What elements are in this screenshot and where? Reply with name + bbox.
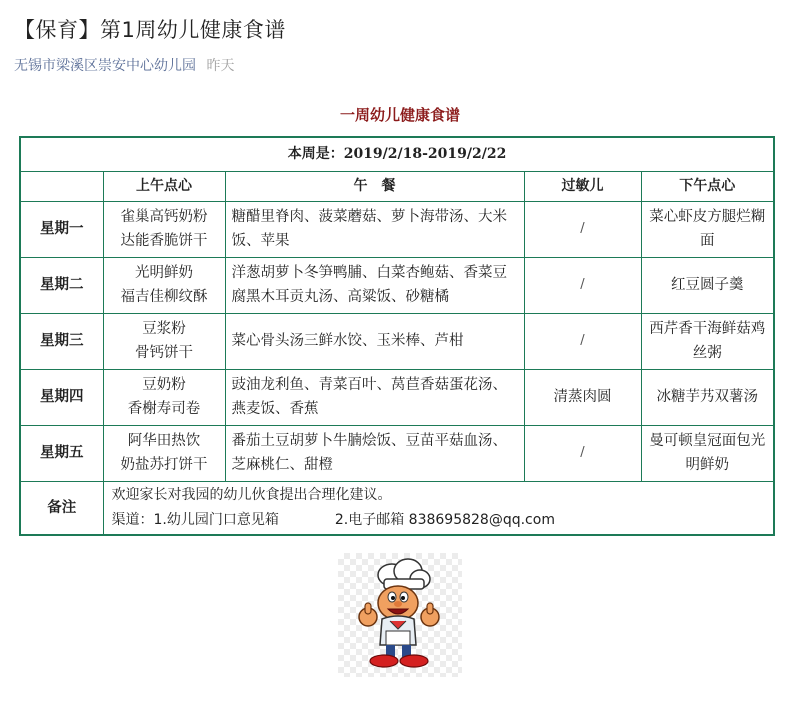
day-label: 星期一	[20, 201, 103, 257]
allergy-cell: /	[524, 313, 641, 369]
notes-line: 欢迎家长对我园的幼儿伙食提出合理化建议。	[111, 486, 392, 503]
chef-mascot-drawing	[338, 553, 462, 677]
table-row	[20, 369, 774, 425]
lunch-cell: 豉油龙利鱼、青菜百叶、莴苣香菇蛋花汤、燕麦饭、香蕉	[225, 369, 524, 425]
morning-snack-item: 豆奶粉	[142, 377, 186, 393]
header-allergy: 过敏儿	[524, 171, 641, 201]
morning-snack-item: 骨钙饼干	[135, 345, 193, 361]
lunch-cell: 番茄土豆胡萝卜牛腩烩饭、豆苗平菇血汤、芝麻桃仁、甜橙	[225, 425, 524, 481]
header-morning-snack: 上午点心	[103, 171, 225, 201]
table-row	[20, 257, 774, 313]
header-corner	[20, 171, 103, 201]
allergy-cell: /	[524, 201, 641, 257]
weekly-menu-table	[19, 136, 775, 536]
lunch-cell: 洋葱胡萝卜冬笋鸭脯、白菜杏鲍菇、香菜豆腐黑木耳贡丸汤、高粱饭、砂糖橘	[225, 257, 524, 313]
afternoon-snack-cell: 红豆圆子羹	[641, 257, 774, 313]
notes-cell	[103, 481, 774, 535]
morning-snack-cell	[103, 425, 225, 481]
table-header-row	[20, 171, 774, 201]
lunch-cell: 菜心骨头汤三鲜水饺、玉米棒、芦柑	[225, 313, 524, 369]
morning-snack-cell	[103, 201, 225, 257]
allergy-cell: /	[524, 257, 641, 313]
header-afternoon-snack: 下午点心	[641, 171, 774, 201]
header-lunch: 午 餐	[225, 171, 524, 201]
notes-channel-email: 2.电子邮箱 838695828@qq.com	[334, 511, 555, 528]
week-range: 本周是：2019/2/18-2019/2/22	[20, 137, 774, 171]
notes-channels	[112, 508, 770, 533]
day-label: 星期二	[20, 257, 103, 313]
article-meta	[14, 55, 234, 75]
afternoon-snack-cell: 冰糖芋艿双薯汤	[641, 369, 774, 425]
morning-snack-item: 香榭寿司卷	[127, 401, 201, 417]
allergy-cell: 清蒸肉圆	[524, 369, 641, 425]
notes-label: 备注	[20, 481, 103, 535]
morning-snack-item: 达能香脆饼干	[120, 233, 208, 249]
morning-snack-item: 福吉佳柳纹酥	[120, 289, 208, 305]
morning-snack-item: 光明鲜奶	[135, 265, 193, 281]
morning-snack-cell	[103, 257, 225, 313]
lunch-cell: 糖醋里脊肉、菠菜蘑菇、萝卜海带汤、大米饭、苹果	[225, 201, 524, 257]
morning-snack-item: 阿华田热饮	[127, 433, 201, 449]
notes-row	[20, 481, 774, 535]
table-row	[20, 313, 774, 369]
day-label: 星期五	[20, 425, 103, 481]
morning-snack-item: 奶盐苏打饼干	[120, 457, 208, 473]
publish-date: 昨天	[206, 58, 235, 74]
morning-snack-cell	[103, 369, 225, 425]
menu-heading: 一周幼儿健康食谱	[339, 106, 460, 124]
day-label: 星期四	[20, 369, 103, 425]
table-row	[20, 425, 774, 481]
day-label: 星期三	[20, 313, 103, 369]
chef-mascot-icon	[338, 553, 462, 677]
notes-channel-box: 渠道：1.幼儿园门口意见箱	[111, 511, 279, 528]
allergy-cell: /	[524, 425, 641, 481]
afternoon-snack-cell: 菜心虾皮方腿烂糊面	[641, 201, 774, 257]
afternoon-snack-cell: 曼可顿皇冠面包光明鲜奶	[641, 425, 774, 481]
account-name-link[interactable]: 无锡市梁溪区崇安中心幼儿园	[14, 58, 196, 74]
article-title: 【保育】第1周幼儿健康食谱	[14, 18, 286, 42]
morning-snack-item: 豆浆粉	[142, 321, 186, 337]
afternoon-snack-cell: 西芹香干海鲜菇鸡丝粥	[641, 313, 774, 369]
table-row	[20, 201, 774, 257]
morning-snack-cell	[103, 313, 225, 369]
morning-snack-item: 雀巢高钙奶粉	[120, 209, 208, 225]
